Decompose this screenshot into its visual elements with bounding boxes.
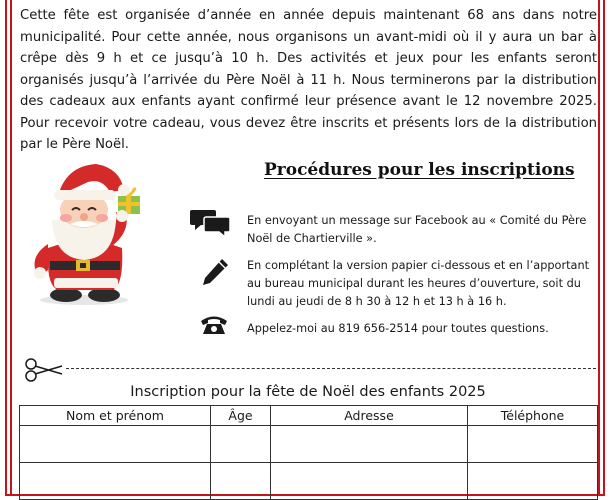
- table-header-row: [20, 406, 598, 426]
- column-header-address: Adresse: [271, 406, 468, 426]
- cell-name[interactable]: [20, 426, 211, 463]
- procedure-step-paper-form: En complétant la version papier ci-dessous et en l’apportant au bureau municipal durant les heures d’ouverture, soit du lundi au jeudi de 8 h 30 à 12 h et 13 h à 16 h.: [247, 259, 590, 308]
- santa-illustration: [26, 160, 148, 306]
- cell-phone[interactable]: [468, 463, 598, 500]
- speech-bubbles-icon: [190, 207, 232, 239]
- procedure-step-phone: Appelez-moi au 819 656-2514 pour toutes questions.: [247, 322, 549, 335]
- intro-paragraph: Cette fête est organisée d’année en année depuis maintenant 68 ans dans notre municipalité. Pour cette année, nous organisons un avant-midi où il y aura un bar à crêpe dès 9 h et ce jusqu’à 10 h. Des activités et jeux pour les enfants seront organisés jusqu’à l’arrivée du Père Noël à 11 h. Nous terminerons par la distribution des cadeaux aux enfants ayant confirmé leur présence avant le 12 novembre 2025. Pour recevoir votre cadeau, vous devez être inscrits et présents lors de la distribution par le Père Noël.: [20, 8, 597, 152]
- procedures-title: Procédures pour les inscriptions: [264, 160, 575, 180]
- form-title: Inscription pour la fête de Noël des enfants 2025: [130, 384, 486, 400]
- column-header-age: Âge: [211, 406, 271, 426]
- column-header-phone: Téléphone: [468, 406, 598, 426]
- cell-age[interactable]: [211, 463, 271, 500]
- table-row: [20, 463, 598, 500]
- table-row: [20, 426, 598, 463]
- cell-address[interactable]: [271, 426, 468, 463]
- telephone-icon: [199, 314, 229, 336]
- procedure-step-facebook: En envoyant un message sur Facebook au « Comité du Père Noël de Chartierville ».: [247, 214, 587, 245]
- cut-dashes: [66, 368, 596, 369]
- pencil-icon: [198, 256, 232, 288]
- column-header-name: Nom et prénom: [20, 406, 211, 426]
- cut-line: [24, 356, 596, 384]
- cell-name[interactable]: [20, 463, 211, 500]
- registration-table: [19, 405, 598, 500]
- cell-phone[interactable]: [468, 426, 598, 463]
- cell-address[interactable]: [271, 463, 468, 500]
- cell-age[interactable]: [211, 426, 271, 463]
- scissors-icon: [24, 356, 64, 384]
